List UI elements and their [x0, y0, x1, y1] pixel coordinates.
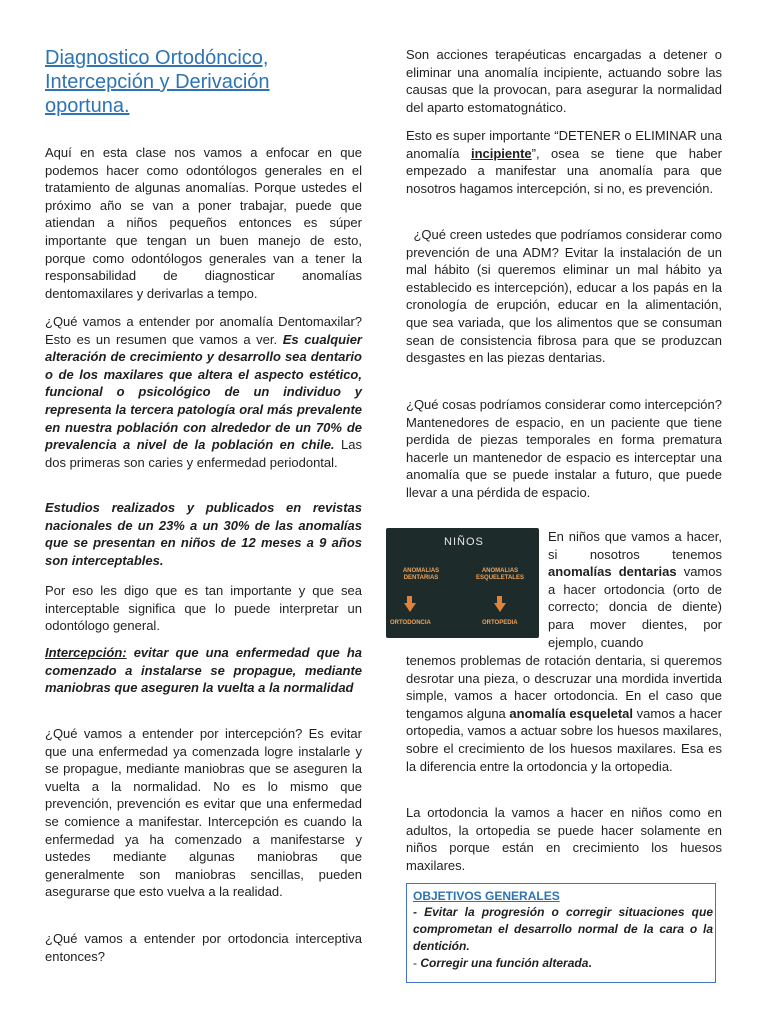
objective-item-2-prefix: - — [413, 956, 421, 970]
figure-right-result: ORTOPEDIA — [482, 620, 518, 626]
incipiente-term: incipiente — [470, 145, 532, 161]
adm-question: ¿Qué vamos a entender por anomalía Dentomaxilar? Esto es un resumen que vamos a ver. — [45, 314, 362, 347]
anomalia-esqueletal-term: anomalía esqueletal — [509, 705, 634, 721]
left-arrow-stem — [407, 596, 412, 603]
wrap-text-c: vamos a hacer ortodoncia (orto de correcto; doncia de diente) para mover dientes, por ejemplo, cuando — [548, 564, 722, 650]
detener-paragraph — [406, 127, 722, 197]
interceptive-question: ¿Qué vamos a entender por ortodoncia interceptiva entonces? — [45, 931, 362, 964]
anomalias-dentarias-term: anomalías dentarias — [548, 564, 677, 580]
objective-item-2 — [413, 955, 713, 972]
adm-definition-paragraph — [45, 313, 362, 471]
oo-text-c: vamos a hacer ortopedia, vamos a actuar sobre los huesos maxilares, sobre el crecimiento de los huesos maxilares. Esa es la diferencia entre la ortodoncia y la ortopedia. — [406, 705, 722, 774]
intro-paragraph: Aquí en esta clase nos vamos a enfocar en que podemos hacer como odontólogos generales en el tratamiento de algunas anomalías. Porque ustedes el próximo año se van a poner trabajar, puede que atiendan a niños pequeños entonces es súper importante que tengan un buen manejo de esto, porque como odontólogos generales van a tener la responsabilidad de diagnosticar anomalías dentomaxilares y derivarlas a tempo. — [45, 145, 362, 301]
objective-item-2-suffix: . — [588, 956, 592, 970]
adm-note: Las dos primeras son caries y enfermedad periodontal. — [45, 437, 362, 470]
detener-text-a: Esto es super importante “DETENER o ELIMINAR una anomalía — [406, 128, 722, 161]
right-arrow-icon — [494, 603, 506, 612]
ortodoncia-ortopedia-paragraph — [406, 652, 722, 775]
ninos-diagram-image — [386, 528, 539, 638]
objective-item-2-text: Corregir una función alterada — [420, 956, 589, 970]
detener-text-c: ”, osea se tiene que haber empezado a manifestar una anomalía para que nosotros hagamos intercepción, si no, es prevención. — [406, 145, 722, 196]
interception-definition — [45, 644, 362, 697]
studies-paragraph: Estudios realizados y publicados en revistas nacionales de un 23% a un 30% de las anomalías que se presentan en niños de 12 meses a 9 años son interceptables. — [45, 500, 362, 568]
objectives-box — [406, 883, 716, 983]
page-title: Diagnostico Ortodóncico, Intercepción y Derivación oportuna. — [45, 47, 270, 117]
actions-paragraph: Son acciones terapéuticas encargadas a detener o eliminar una anomalía incipiente, actuando sobre las causas que la provocan, para asegurar la normalidad del aparto estomatognático. — [406, 47, 722, 115]
objectives-heading: OBJETIVOS GENERALES — [413, 889, 560, 903]
figure-left-label: ANOMALIAS DENTARIAS — [402, 568, 440, 581]
interception-examples-paragraph: ¿Qué cosas podríamos considerar como intercepción? Mantenedores de espacio, en un paciente que tiene perdida de piezas temporales en forma prematura hacerle un mantenedor de espacio es interceptar una anomalía que se puede instalar a futuro, que puede llevar a una pérdida de espacio. — [406, 397, 722, 500]
left-arrow-icon — [404, 603, 416, 612]
interceptable-paragraph: Por eso les digo que es tan importante y que sea interceptable significa que lo puede interpretar un odontólogo general. — [45, 583, 362, 634]
wrap-text-a: En niños que vamos a hacer, si nosotros tenemos — [548, 529, 722, 562]
wrap-paragraph — [548, 528, 722, 651]
oo-text-a: tenemos problemas de rotación dentaria, si queremos desrotar una pieza, o descruzar una mordida invertida simple, vamos a hacer ortodoncia. En el caso que tengamos alguna — [406, 653, 722, 721]
objective-item-1: - Evitar la progresión o corregir situaciones que comprometan el desarrollo normal de la cara o la dentición. — [413, 905, 713, 953]
interception-def-text: evitar que una enfermedad que ha comenzado a instalarse se propague, mediante maniobras que aseguren la vuelta a la normalidad — [45, 645, 362, 696]
figure-left-result: ORTODONCIA — [390, 620, 431, 626]
figure-heading: NIÑOS — [444, 536, 484, 548]
prevention-paragraph: ¿Qué creen ustedes que podríamos considerar como prevención de una ADM? Evitar la instalación de un mal hábito (si queremos eliminar un mal hábito ya establecido es intercepción), educar a los papás en la cronología de erupción, educar en la alimentación, que sea variada, que los alimentos que se consuman sean de consistencia fibrosa para que se produzcan desgastes en las piezas dentarias. — [406, 227, 726, 366]
figure-right-label: ANOMALIAS ESQUELETALES — [476, 568, 524, 581]
interception-term: Intercepción: — [45, 645, 127, 660]
adults-children-paragraph: La ortodoncia la vamos a hacer en niños como en adultos, la ortopedia se puede hacer solamente en niños porque están en crecimiento los huesos maxilares. — [406, 805, 722, 873]
interception-explanation: ¿Qué vamos a entender por intercepción? Es evitar que una enfermedad ya comenzada logre instalarle y se propague, mediante maniobras que se aseguren la vuelta a la normalidad. No es lo mismo que prevención, prevención es evitar que una enfermedad se comience a manifestar. Intercepción es cuando la enfermedad ya ha comenzado a manifestarse y ustedes mediante algunas maniobras que generalmente son maniobras sencillas, pueden asegurarse que esto vuelva a la realidad. — [45, 726, 362, 900]
adm-definition: Es cualquier alteración de crecimiento y desarrollo sea dentario o de los maxilares que altera el aspecto estético, funcional o psicológico de un individuo y representa la tercera patología oral más prevalente en nuestra población con alrededor de un 70% de prevalencia a nivel de la población en chile. — [45, 331, 362, 453]
right-arrow-stem — [497, 596, 502, 603]
